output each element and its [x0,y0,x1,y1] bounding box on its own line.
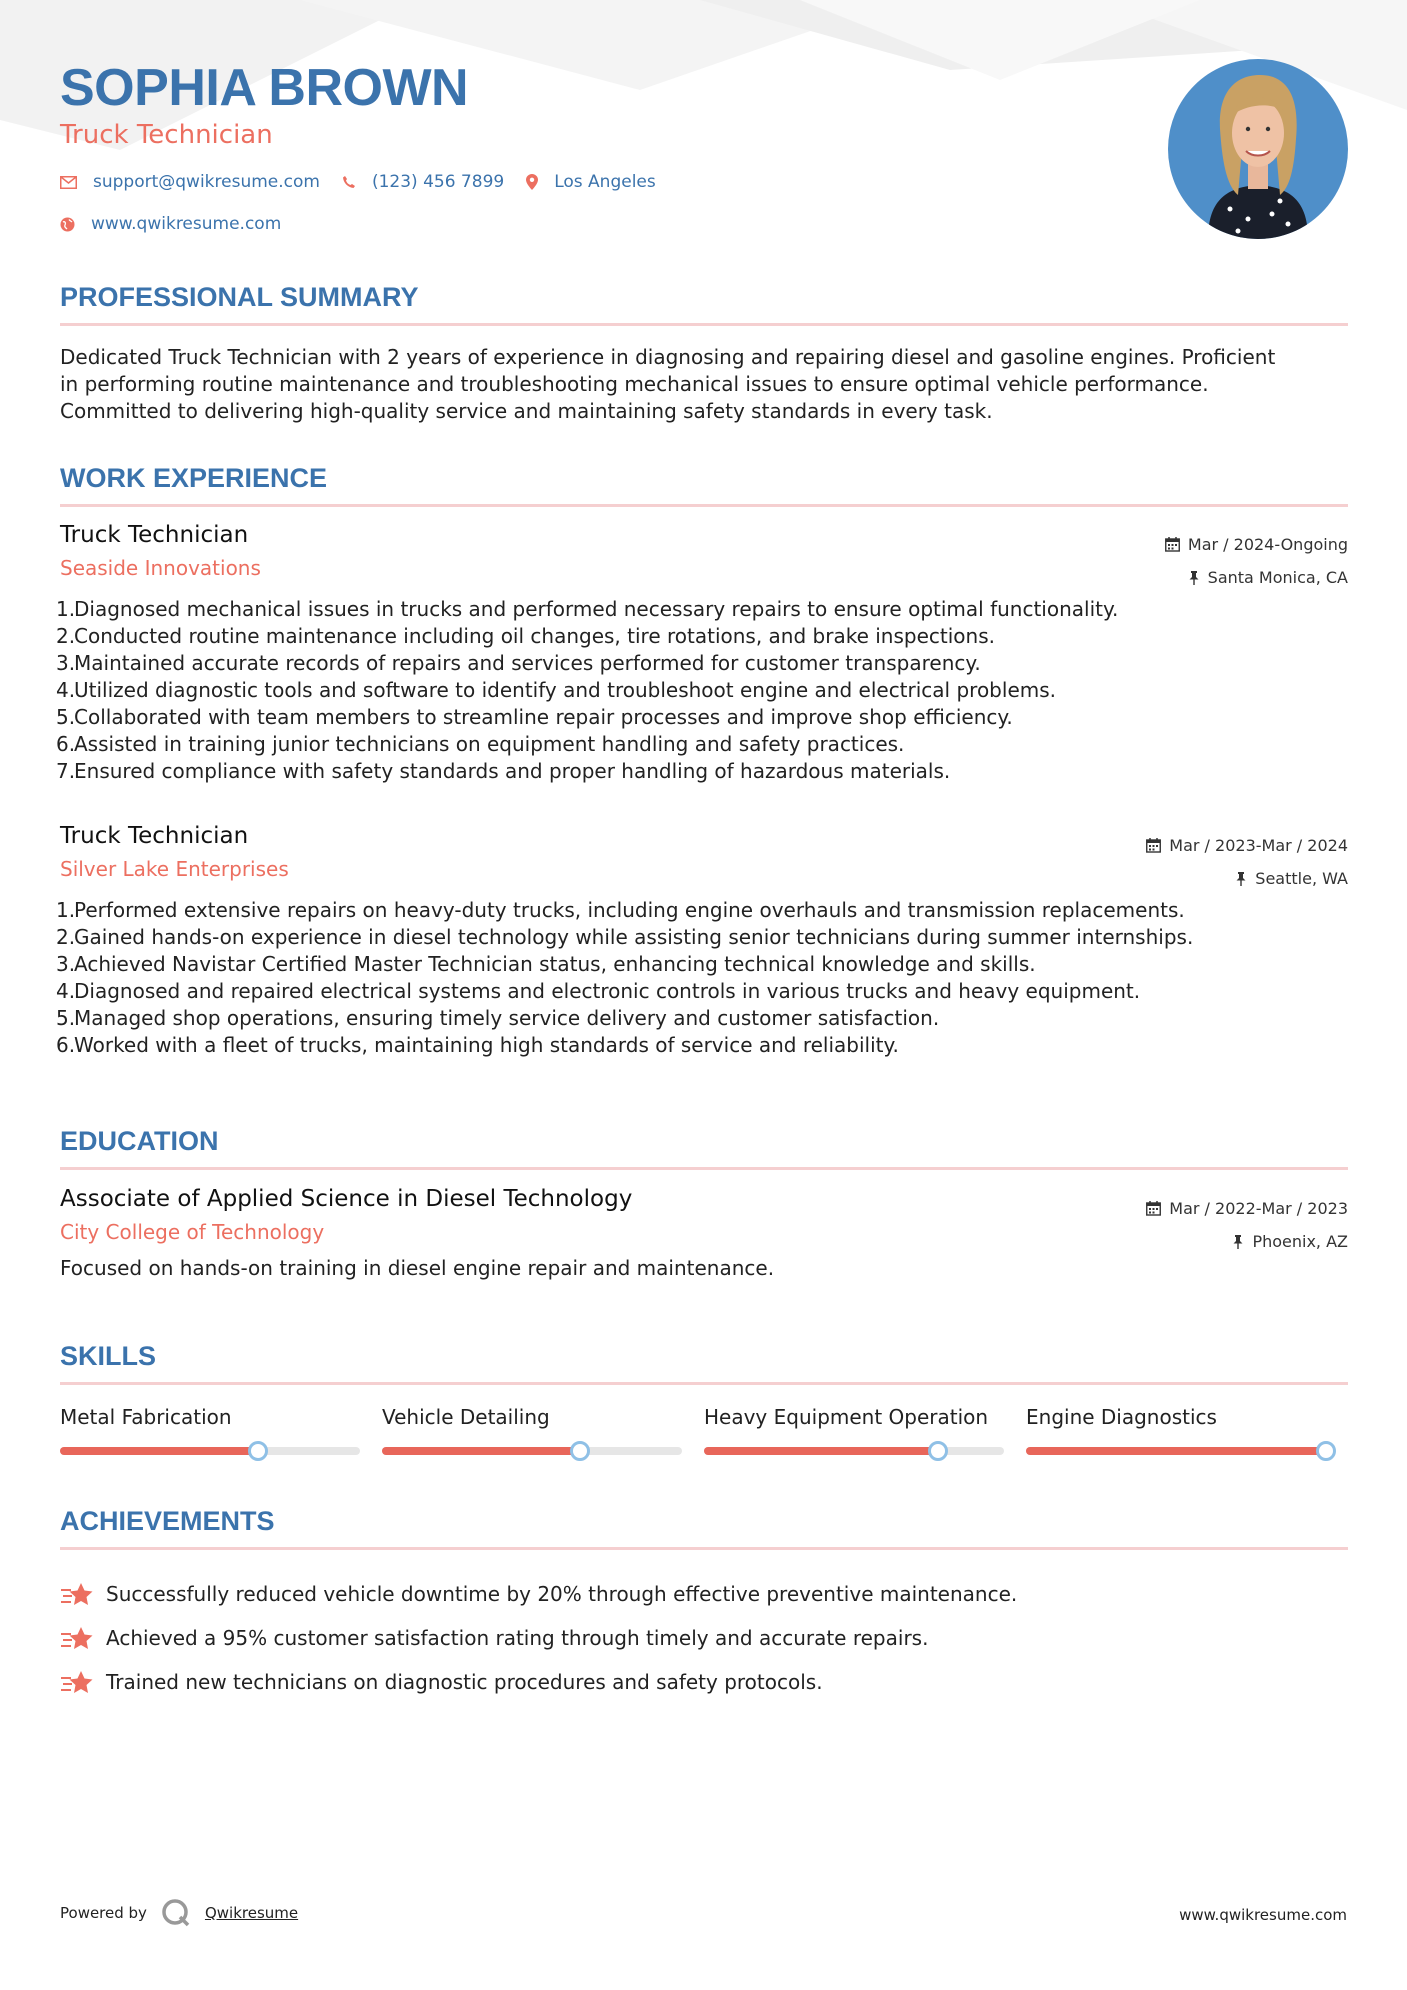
job-dates: Mar / 2023-Mar / 2024 [1146,829,1348,862]
education-entry [60,1186,1348,1280]
pushpin-icon [1188,571,1200,585]
job-bullets [56,897,1348,1059]
experience-title: WORK EXPERIENCE [60,463,328,493]
map-pin-icon [526,174,538,190]
skill-item [60,1405,382,1429]
calendar-icon [1146,838,1161,853]
degree-title: Associate of Applied Science in Diesel Technology [60,1186,633,1212]
section-divider [60,323,1348,326]
skill-item [382,1405,704,1429]
achievement-item [60,1660,1348,1704]
achievement-text: Achieved a 95% customer satisfaction rating through timely and accurate repairs. [106,1626,929,1650]
skill-level-bar [382,1447,682,1455]
calendar-icon [1146,1201,1161,1216]
phone-icon [342,175,356,189]
contact-location [526,172,656,192]
summary-line: Dedicated Truck Technician with 2 years of experience in diagnosing and repairing diesel and gasoline engines. Proficient [60,345,1276,369]
calendar-icon [1165,537,1180,552]
section-divider [60,504,1348,507]
phone-text: (123) 456 7899 [371,172,505,192]
achievements-title: ACHIEVEMENTS [60,1506,275,1536]
education-section [60,1126,1348,1170]
contact-phone[interactable] [342,172,504,192]
job-dates: Mar / 2024-Ongoing [1165,528,1348,561]
summary-line: in performing routine maintenance and troubleshooting mechanical issues to ensure optimal vehicle performance. [60,372,1209,396]
list-item: 6. Assisted in training junior technicians on equipment handling and safety practices. [56,732,905,756]
footer-website[interactable]: www.qwikresume.com [1179,1906,1347,1924]
job-title: Truck Technician [60,823,249,849]
footer-brand-link[interactable]: Qwikresume [204,1904,299,1922]
list-item: 4. Diagnosed and repaired electrical systems and electronic controls in various trucks and heavy equipment. [56,979,1141,1003]
shooting-star-icon [60,1581,94,1607]
email-text: support@qwikresume.com [93,172,320,192]
job-entry [56,522,1348,785]
shooting-star-icon [60,1625,94,1651]
summary-section [60,282,1348,425]
skill-level-bar [704,1447,1004,1455]
list-item: 2. Gained hands-on experience in diesel technology while assisting senior technicians during summer internships. [56,925,1194,949]
skill-level-bar [1026,1447,1326,1455]
contact-row-primary [60,172,678,192]
achievement-item [60,1572,1348,1616]
qwikresume-logo-icon [161,1898,191,1928]
achievements-section [60,1506,1348,1704]
skill-level-handle [570,1441,590,1461]
pushpin-icon [1232,1235,1244,1249]
education-dates: Mar / 2022-Mar / 2023 [1146,1192,1348,1225]
skills-section [60,1341,1348,1429]
powered-by-label: Powered by [60,1904,147,1922]
list-item: 7. Ensured compliance with safety standards and proper handling of hazardous materials. [56,759,951,783]
summary-text [60,344,1348,425]
contact-website[interactable] [60,214,281,234]
candidate-name: SOPHIA BROWN [60,59,469,117]
skill-item [1026,1405,1348,1429]
skill-level-handle [1316,1441,1336,1461]
list-item: 4. Utilized diagnostic tools and software to identify and troubleshoot engine and electrical problems. [56,678,1057,702]
job-company: Seaside Innovations [60,556,261,580]
section-divider [60,1382,1348,1385]
envelope-icon [60,176,77,189]
pushpin-icon [1235,872,1247,886]
job-location: Santa Monica, CA [1165,561,1348,594]
job-title: Truck Technician [60,522,249,548]
school-name: City College of Technology [60,1220,325,1244]
job-location: Seattle, WA [1146,862,1348,895]
list-item: 1. Performed extensive repairs on heavy-duty trucks, including engine overhauls and transmission replacements. [56,898,1185,922]
achievement-item [60,1616,1348,1660]
achievement-text: Successfully reduced vehicle downtime by 20% through effective preventive maintenance. [106,1582,1018,1606]
job-entry [56,823,1348,1059]
skill-label: Heavy Equipment Operation [704,1405,989,1429]
shooting-star-icon [60,1669,94,1695]
skill-label: Metal Fabrication [60,1405,232,1429]
list-item: 1. Diagnosed mechanical issues in trucks and performed necessary repairs to ensure optimal functionality. [56,597,1119,621]
footer-powered-by [60,1898,298,1928]
job-company: Silver Lake Enterprises [60,857,289,881]
skill-item [704,1405,1026,1429]
skills-title: SKILLS [60,1341,157,1371]
skill-level-handle [928,1441,948,1461]
section-divider [60,1547,1348,1550]
globe-icon [60,217,75,232]
summary-title: PROFESSIONAL SUMMARY [60,282,419,312]
list-item: 3. Achieved Navistar Certified Master Technician status, enhancing technical knowledge and skills. [56,952,1036,976]
list-item: 2. Conducted routine maintenance including oil changes, tire rotations, and brake inspections. [56,624,995,648]
list-item: 3. Maintained accurate records of repairs and services performed for customer transparency. [56,651,981,675]
education-location: Phoenix, AZ [1146,1225,1348,1258]
candidate-role: Truck Technician [60,120,273,150]
contact-email[interactable] [60,172,320,192]
skill-level-handle [248,1441,268,1461]
job-meta [1165,528,1348,594]
achievements-list [60,1572,1348,1704]
website-text: www.qwikresume.com [91,214,282,234]
skill-level-bar [60,1447,360,1455]
achievement-text: Trained new technicians on diagnostic procedures and safety protocols. [106,1670,823,1694]
list-item: 6. Worked with a fleet of trucks, maintaining high standards of service and reliability. [56,1033,899,1057]
list-item: 5. Managed shop operations, ensuring timely service delivery and customer satisfaction. [56,1006,940,1030]
job-bullets [56,596,1348,785]
job-meta [1146,829,1348,895]
education-title: EDUCATION [60,1126,219,1156]
list-item: 5. Collaborated with team members to streamline repair processes and improve shop efficiency. [56,705,1013,729]
location-text: Los Angeles [554,172,656,192]
summary-line: Committed to delivering high-quality service and maintaining safety standards in every task. [60,399,993,423]
education-meta [1146,1192,1348,1258]
skill-label: Engine Diagnostics [1026,1405,1217,1429]
experience-section [60,463,1348,507]
section-divider [60,1167,1348,1170]
education-description: Focused on hands-on training in diesel engine repair and maintenance. [60,1256,775,1280]
skill-label: Vehicle Detailing [382,1405,550,1429]
skills-list [60,1405,1348,1429]
profile-photo [1168,59,1348,239]
contact-row-secondary [60,214,303,234]
